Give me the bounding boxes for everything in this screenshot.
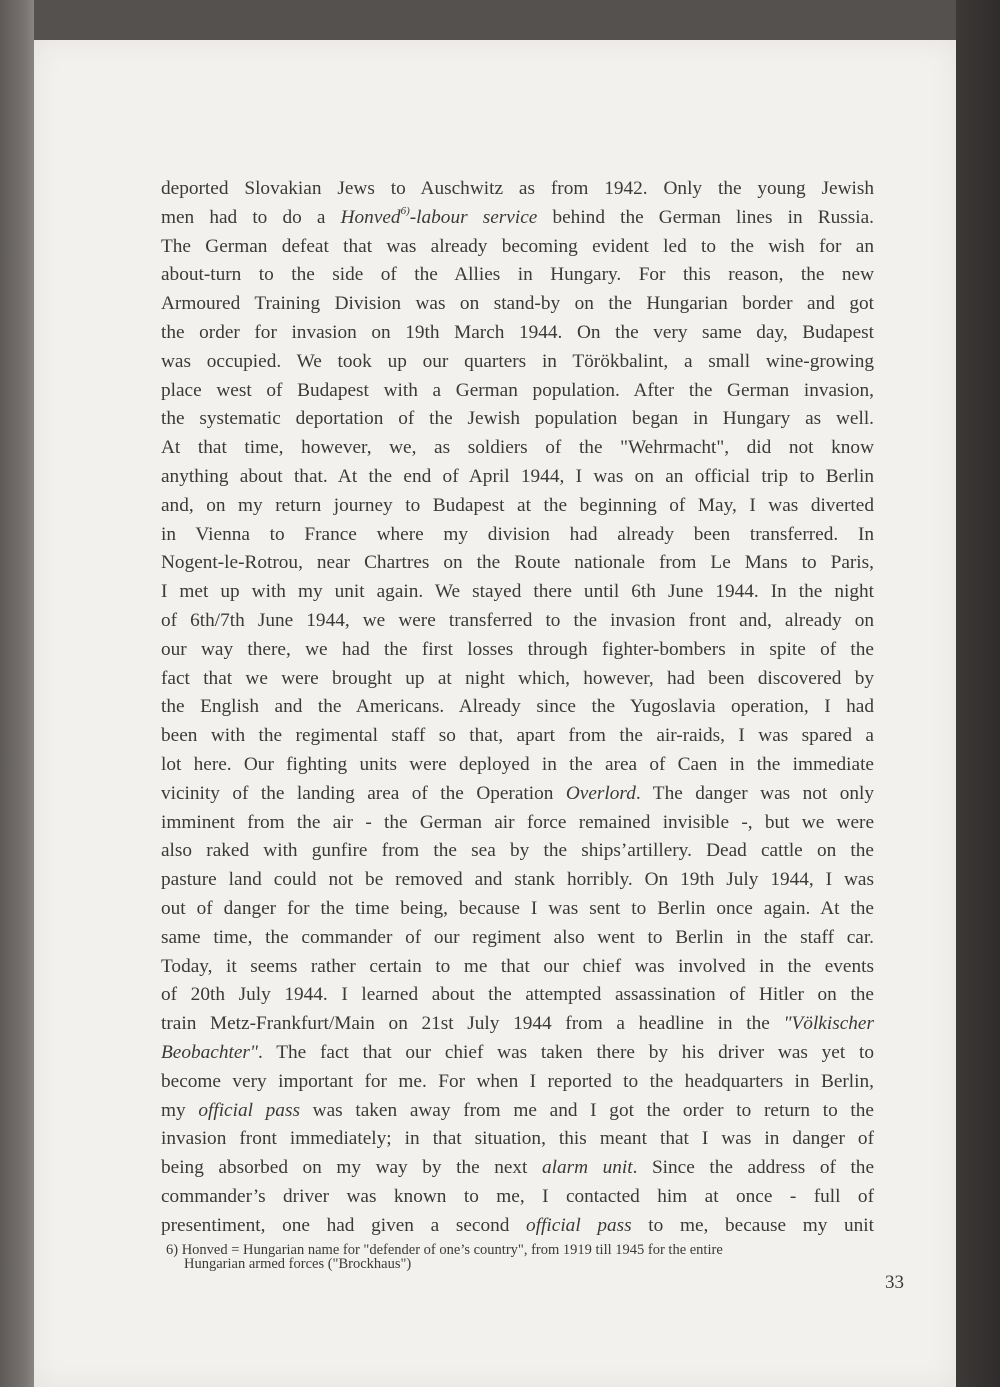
text-line: of 6th/7th June 1944, we were transferred to the invasion front and, already on [161,609,874,631]
text-line: Armoured Training Division was on stand-by on the Hungarian border and got [161,293,874,315]
text-line: lot here. Our fighting units were deployed in the area of Caen in the immediate [161,753,874,775]
text-line: Beobachter". The fact that our chief was taken there by his driver was yet to [161,1041,874,1063]
text-line: our way there, we had the first losses through fighter-bombers in spite of the [161,638,874,660]
text-line: place west of Budapest with a German population. After the German invasion, [161,379,874,401]
text-line: Today, it seems rather certain to me that our chief was involved in the events [161,955,874,977]
text-line: train Metz-Frankfurt/Main on 21st July 1944 from a headline in the "Völkischer [161,1013,874,1035]
text-line: the English and the Americans. Already since the Yugoslavia operation, I had [161,696,874,718]
text-line: of 20th July 1944. I learned about the attempted assassination of Hitler on the [161,984,874,1006]
text-line: deported Slovakian Jews to Auschwitz as from 1942. Only the young Jewish [161,178,874,199]
text-line: imminent from the air - the German air force remained invisible -, but we were [161,811,874,833]
text-line: was occupied. We took up our quarters in Törökbalint, a small wine-growing [161,350,874,372]
book-page [34,40,956,1387]
text-line: the systematic deportation of the Jewish population began in Hungary as well. [161,408,874,430]
text-line: At that time, however, we, as soldiers of the "Wehrmacht", did not know [161,437,874,459]
text-line: vicinity of the landing area of the Operation Overlord. The danger was not only [161,782,874,804]
text-line: men had to do a Honved$^{6)}$-labour service behind the German lines in Russia. [161,204,874,228]
text-line: Nogent-le-Rotrou, near Chartres on the Route nationale from Le Mans to Paris, [161,552,874,574]
text-line: invasion front immediately; in that situation, this meant that I was in danger of [161,1128,874,1150]
text-line: same time, the commander of our regiment also went to Berlin in the staff car. [161,926,874,948]
text-line: being absorbed on my way by the next alarm unit. Since the address of the [161,1157,875,1179]
text-line: I met up with my unit again. We stayed there until 6th June 1944. In the night [161,581,874,603]
footnote-reference: 6) [400,204,410,217]
scan-background-left [0,0,34,1387]
text-line: fact that we were brought up at night which, however, had been discovered by [161,667,874,689]
text-line: out of danger for the time being, because I was sent to Berlin once again. At the [161,897,874,919]
text-line: presentiment, one had given a second official pass to me, because my unit [161,1214,875,1236]
text-line: my official pass was taken away from me and I got the order to return to the [161,1099,874,1121]
text-line: anything about that. At the end of April 1944, I was on an official trip to Berlin [161,465,874,487]
footnote-line: 6) Honved = Hungarian name for "defender of one’s country", from 1919 till 1945 for the entire [166,1242,723,1258]
text-line: and, on my return journey to Budapest at the beginning of May, I was diverted [161,494,874,516]
text-line: The German defeat that was already becoming evident led to the wish for an [161,235,874,257]
text-line: about-turn to the side of the Allies in Hungary. For this reason, the new [161,264,874,286]
scan-background-right [956,0,1000,1387]
page-number: 33 [885,1272,904,1293]
text-line: the order for invasion on 19th March 1944. On the very same day, Budapest [161,321,874,343]
footnote-line: Hungarian armed forces ("Brockhaus") [184,1255,412,1272]
text-line: pasture land could not be removed and stank horribly. On 19th July 1944, I was [161,869,874,891]
body-text [161,175,874,1240]
text-line: become very important for me. For when I reported to the headquarters in Berlin, [161,1070,874,1092]
text-line: also raked with gunfire from the sea by the ships’artillery. Dead cattle on the [161,840,874,862]
text-line: been with the regimental staff so that, apart from the air-raids, I was spared a [161,725,874,747]
text-line: in Vienna to France where my division had already been transferred. In [161,523,874,545]
text-line: commander’s driver was known to me, I contacted him at once - full of [161,1185,874,1207]
footnote [166,1244,866,1271]
